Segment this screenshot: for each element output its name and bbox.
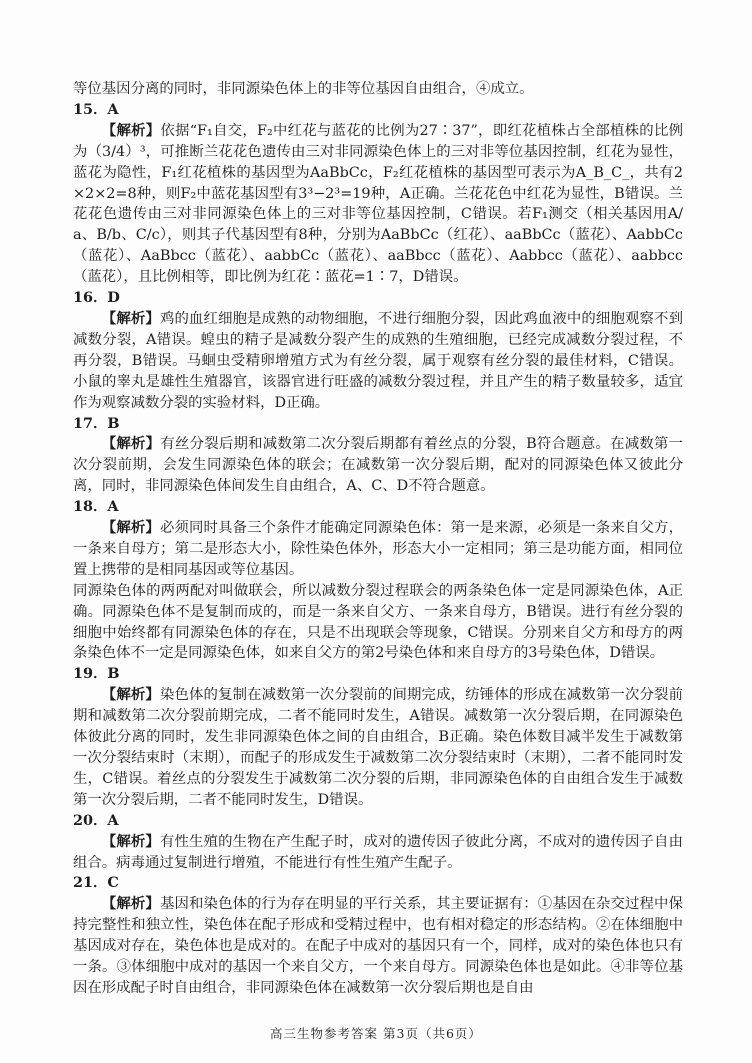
answer-heading: 15．A — [73, 100, 119, 118]
answer-item-21 — [73, 873, 683, 998]
explanation-text: 染色体的复制在减数第一次分裂前的间期完成，纺锤体的形成在减数第一次分裂前期和减数第二次分裂前期完成，二者不能同时发生，A错误。减数第一次分裂后期，在同源染色体彼此分离的同时，发生非同源染色体之间的自由组合，B正确。染色体数目减半发生于减数第一次分裂结束时（末期），而配子的形成发生于减数第二次分裂结束时（末期），二者不能同时发生，C错误。着丝点的分裂发生于减数第二次分裂的后期，非同源染色体的自由组合发生于减数第一次分裂后期，二者不能同时发生，D错误。 — [73, 687, 683, 808]
explanation-text: 鸡的血红细胞是成熟的动物细胞，不进行细胞分裂，因此鸡血液中的细胞观察不到减数分裂，A错误。蝗虫的精子是减数分裂产生的成熟的生殖细胞，已经完成减数分裂过程，不再分裂，B错误。马蛔虫受精卵增殖方式为有丝分裂，属于观察有丝分裂的最佳材料，C错误。小鼠的睾丸是雄性生殖器官，该器官进行旺盛的减数分裂过程，并且产生的精子数量较多，适宜作为观察减数分裂的实验材料，D正确。 — [73, 310, 683, 411]
answer-item-17 — [73, 414, 683, 498]
answer-heading: 17．B — [73, 414, 120, 432]
answer-item-15 — [73, 100, 683, 288]
answer-heading: 19．B — [73, 665, 120, 683]
explanation-tag: 【解析】 — [101, 121, 161, 139]
explanation-text: 基因和染色体的行为存在明显的平行关系，其主要证据有：①基因在杂交过程中保持完整性和独立性，染色体在配子形成和受精过程中，也有相对稳定的形态结构。②在体细胞中基因成对存在，染色体也是成对的。在配子中成对的基因只有一个，同样，成对的染色体也只有一条。③体细胞中成对的基因一个来自父方，一个来自母方。同源染色体也是如此。④非等位基因在形成配子时自由组合，非同源染色体在减数第一次分裂后期也是自由 — [73, 896, 683, 996]
page-footer: 高三生物参考答案 第3页（共6页） — [270, 1026, 482, 1041]
explanation-tag: 【解析】 — [101, 435, 161, 453]
explanation-text: 有丝分裂后期和减数第二次分裂后期都有着丝点的分裂，B符合题意。在减数第一次分裂前期，会发生同源染色体的联会；在减数第一次分裂后期，配对的同源染色体又彼此分离，同时，非同源染色体间发生自由组合，A、C、D不符合题意。 — [73, 436, 683, 495]
explanation-tag: 【解析】 — [101, 832, 160, 850]
explanation-tag: 【解析】 — [101, 519, 160, 537]
continued-text: 等位基因分离的同时，非同源染色体上的非等位基因自由组合，④成立。 — [73, 81, 534, 97]
explanation-tag: 【解析】 — [101, 686, 160, 704]
answer-heading: 16．D — [73, 289, 120, 307]
explanation-paragraph — [73, 894, 683, 999]
explanation-text: 必须同时具备三个条件才能确定同源染色体：第一是来源，必须是一条来自父方，一条来自母方；第二是形态大小，除性染色体外，形态大小一定相同；第三是功能方面，相同位置上携带的是相同基因或等位基因。 — [73, 520, 683, 578]
explanation-paragraph — [73, 309, 683, 414]
explanation-paragraph-continued: 同源染色体的两两配对叫做联会，所以减数分裂过程联会的两条染色体一定是同源染色体，A正确。同源染色体不是复制而成的，而是一条来自父方、一条来自母方，B错误。进行有丝分裂的细胞中始终都有同源染色体的存在，只是不出现联会等现象，C错误。分别来自父方和母方的两条染色体不一定是同源染色体，如来自父方的第2号染色体和来自母方的3号染色体，D错误。 — [73, 582, 683, 662]
explanation-tag: 【解析】 — [101, 309, 160, 327]
answer-item-18 — [73, 497, 683, 664]
answer-item-16 — [73, 288, 683, 413]
explanation-text: 有性生殖的生物在产生配子时，成对的遗传因子彼此分离，不成对的遗传因子自由组合。病毒通过复制进行增殖，不能进行有性生殖产生配子。 — [73, 833, 683, 871]
answer-heading: 21．C — [73, 874, 119, 892]
answer-heading: 20．A — [73, 811, 119, 829]
answer-page-body — [73, 79, 683, 999]
explanation-paragraph — [73, 434, 683, 497]
explanation-text: 依据“F₁自交，F₂中红花与蓝花的比例为27∶37”，即红花植株占全部植株的比例为（3/4）³，可推断兰花花色遗传由三对非同源染色体上的三对非等位基因控制，红花为显性，蓝花为隐性，F₁红花植株的基因型为AaBbCc，F₂红花植株的基因型可表示为A_B_C_，共有2×2×2=8种，则F₂中蓝花基因型有3³−2³=19种，A正确。兰花花色中红花为显性，B错误。兰花花色遗传由三对非同源染色体上的三对非等位基因控制，C错误。若F₁测交（相关基因用A/a、B/b、C/c），则其子代基因型有8种，分别为AaBbCc（红花）、aaBbCc（蓝花）、AabbCc（蓝花）、AaBbcc（蓝花）、aabbCc（蓝花）、aaBbcc（蓝花）、Aabbcc（蓝花）、aabbcc（蓝花），且比例相等，即比例为红花∶蓝花=1∶7，D错误。 — [73, 122, 683, 286]
explanation-paragraph — [73, 121, 683, 288]
answer-heading: 18．A — [73, 498, 119, 516]
explanation-paragraph — [73, 685, 683, 810]
explanation-paragraph — [73, 518, 683, 581]
explanation-paragraph — [73, 832, 683, 874]
explanation-tag: 【解析】 — [101, 895, 160, 913]
answer-item-19 — [73, 664, 683, 810]
answer-item-20 — [73, 811, 683, 874]
